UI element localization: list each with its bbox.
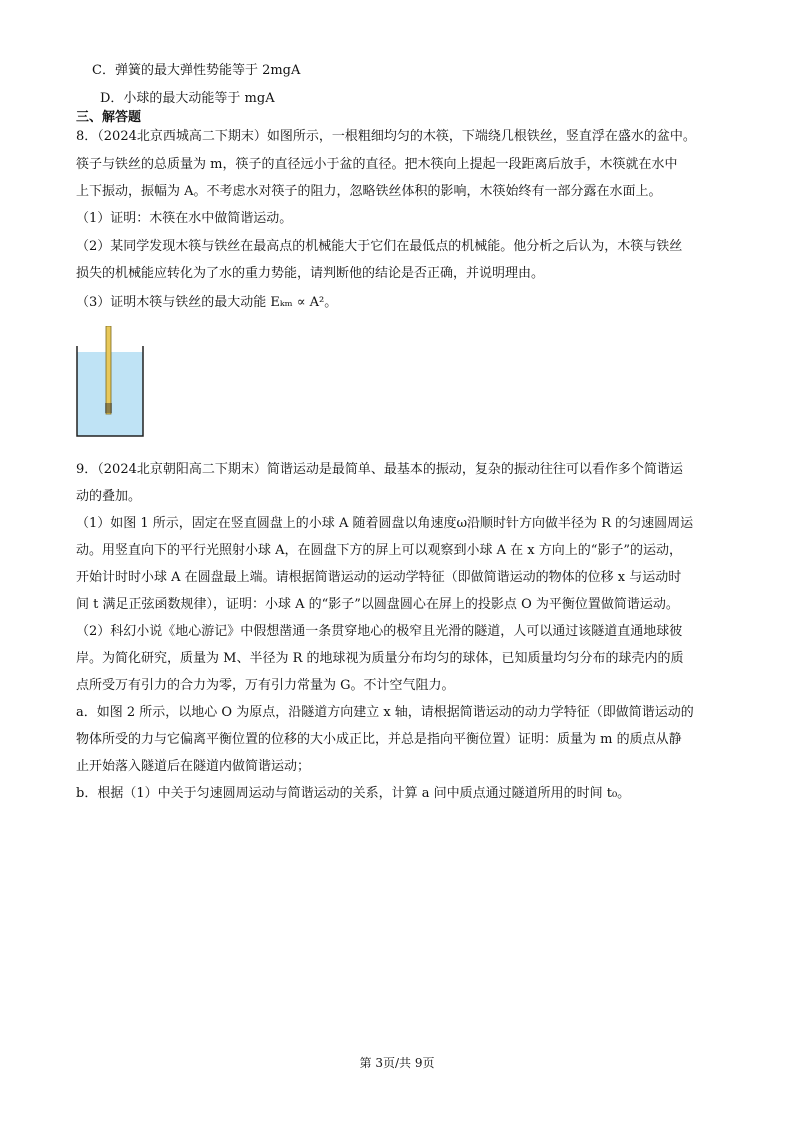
text-line-optC: C．弹簧的最大弹性势能等于 2mgA xyxy=(92,63,301,78)
text-line-q8l3: 上下振动，振幅为 A。不考虑水对筷子的阻力，忽略铁丝体积的影响，木筷始终有一部分露在水面上。 xyxy=(76,184,662,199)
text-line-q9p2a: （2）科幻小说《地心游记》中假想凿通一条贯穿地心的极窄且光滑的隧道，人可以通过该隧道直通地球彼 xyxy=(76,624,683,639)
page-footer: 第 3页/共 9页 xyxy=(359,1056,435,1070)
text-line-q8l1: 8．（2024北京西城高二下期末）如图所示，一根粗细均匀的木筷，下端绕几根铁丝，竖直浮在盛水的盆中。 xyxy=(76,129,696,144)
text-line-q9p1d: 间 t 满足正弦函数规律），证明：小球 A 的“影子”以圆盘圆心在屏上的投影点 O 为平衡位置做简谐运动。 xyxy=(76,597,679,612)
text-line-q8p3: （3）证明木筷与铁丝的最大动能 Eₖₘ ∝ A²。 xyxy=(76,295,338,310)
text-line-q9a3: 止开始落入隧道后在隧道内做简谐运动； xyxy=(76,759,311,774)
text-line-q9p1a: （1）如图 1 所示，固定在竖直圆盘上的小球 A 随着圆盘以角速度ω沿顺时针方向做半径为 R 的匀速圆周运 xyxy=(76,516,694,531)
text-line-q8p2b: 损失的机械能应转化为了水的重力势能，请判断他的结论是否正确，并说明理由。 xyxy=(76,266,545,281)
text-line-q8l2: 筷子与铁丝的总质量为 m，筷子的直径远小于盆的直径。把木筷向上提起一段距离后放手，木筷就在水中 xyxy=(76,157,678,172)
text-line-q9l1: 9．（2024北京朝阳高二下期末）简谐运动是最简单、最基本的振动，复杂的振动往往可以看作多个简谐运 xyxy=(76,462,683,477)
text-line-optD: D．小球的最大动能等于 mgA xyxy=(100,91,275,106)
text-line-q9b: b．根据（1）中关于匀速圆周运动与简谐运动的关系，计算 a 问中质点通过隧道所用的时间 t₀。 xyxy=(76,786,631,801)
text-line-q9p1b: 动。用竖直向下的平行光照射小球 A，在圆盘下方的屏上可以观察到小球 A 在 x 方向上的“影子”的运动， xyxy=(76,543,683,558)
text-line-q9a2: 物体所受的力与它偏离平衡位置的位移的大小成正比，并总是指向平衡位置）证明：质量为 m 的质点从静 xyxy=(76,732,682,747)
text-line-q8p1: （1）证明：木筷在水中做简谐运动。 xyxy=(76,211,293,226)
chopstick xyxy=(106,326,111,414)
chopstick-in-basin-figure xyxy=(76,326,146,438)
text-line-section: 三、解答题 xyxy=(76,110,142,125)
text-line-q9p2c: 点所受万有引力的合力为零，万有引力常量为 G。不计空气阻力。 xyxy=(76,678,455,693)
text-line-q9l2: 动的叠加。 xyxy=(76,489,142,504)
text-line-q9p1c: 开始计时时小球 A 在圆盘最上端。请根据简谐运动的运动学特征（即做简谐运动的物体的位移 x 与运动时 xyxy=(76,570,682,585)
text-line-q8p2a: （2）某同学发现木筷与铁丝在最高点的机械能大于它们在最低点的机械能。他分析之后认为，木筷与铁丝 xyxy=(76,239,683,254)
text-line-q9a1: a．如图 2 所示，以地心 O 为原点，沿隧道方向建立 x 轴，请根据简谐运动的动力学特征（即做简谐运动的 xyxy=(76,705,694,720)
text-line-q9p2b: 岸。为简化研究，质量为 M、半径为 R 的地球视为质量分布均匀的球体，已知质量均匀分布的球壳内的质 xyxy=(76,651,684,666)
